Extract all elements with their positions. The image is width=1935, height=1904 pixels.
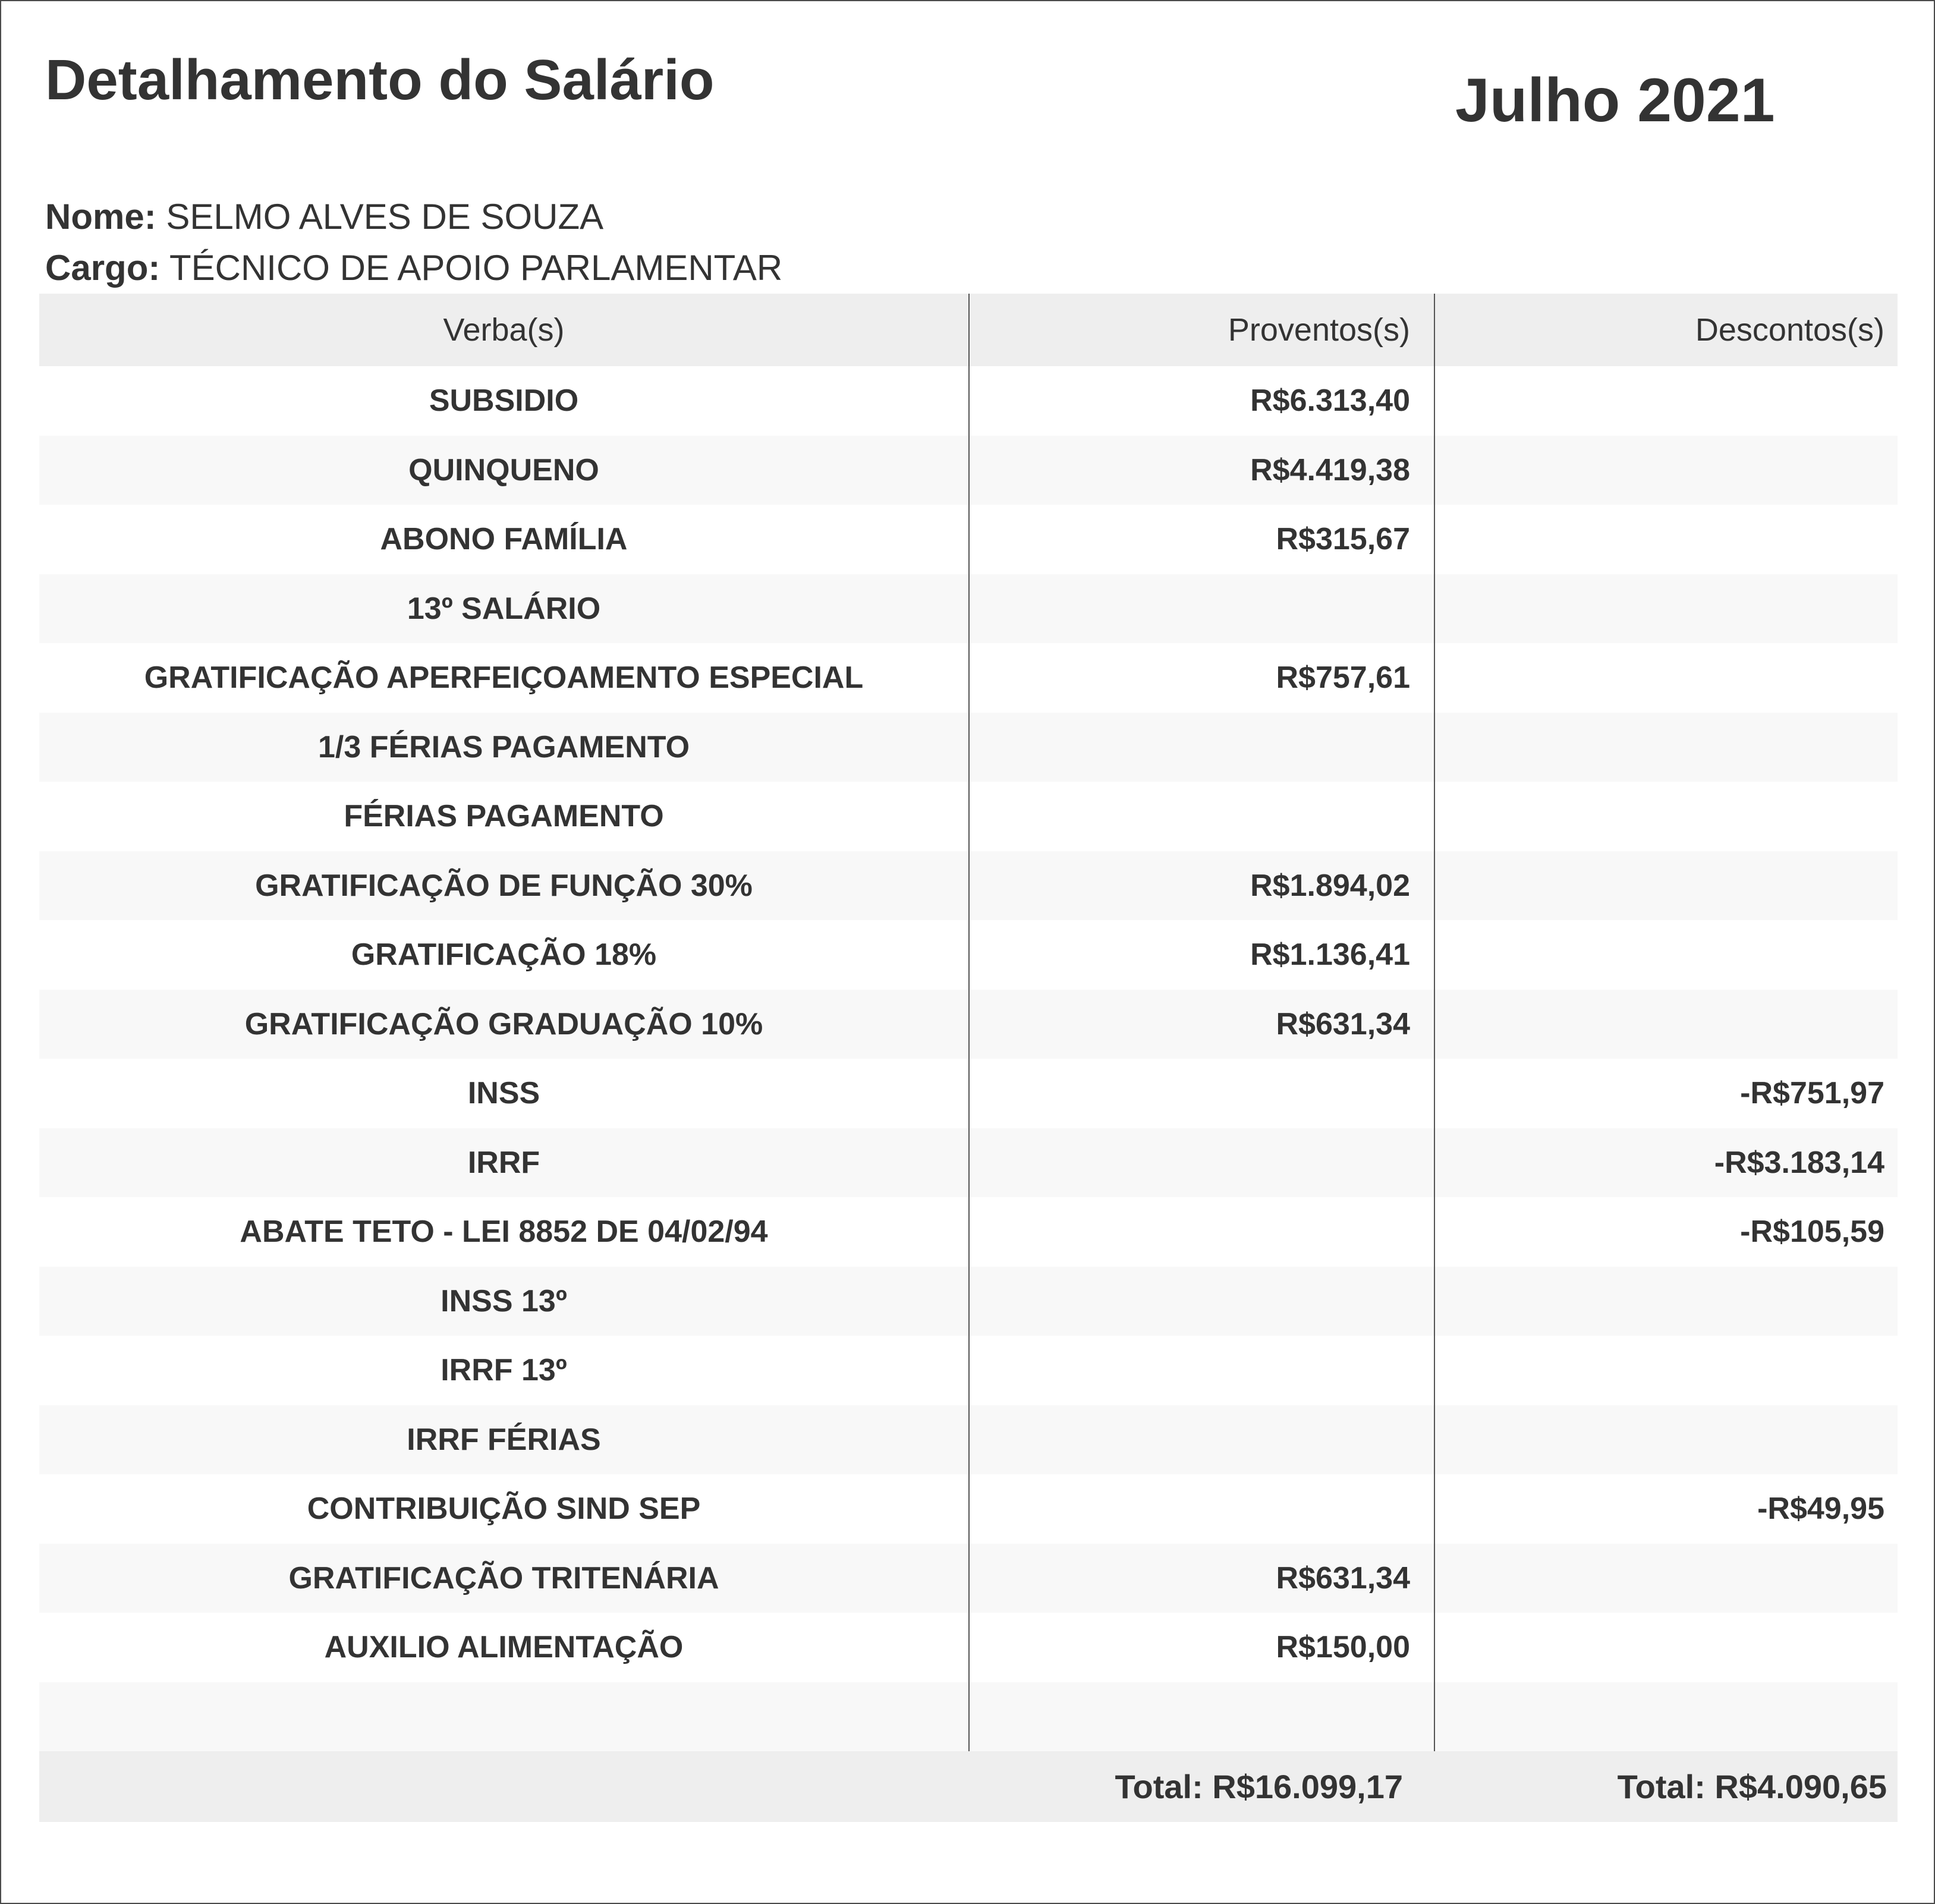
table-row: [39, 1336, 1898, 1405]
verba-cell: AUXILIO ALIMENTAÇÃO: [324, 1630, 684, 1665]
desconto-cell: [1434, 436, 1898, 505]
table-row: [39, 366, 1898, 436]
role-label: Cargo:: [45, 248, 161, 288]
desconto-cell: -R$3.183,14: [1434, 1128, 1898, 1198]
table-row: [39, 1544, 1898, 1613]
table-row: [39, 1267, 1898, 1336]
verba-cell: FÉRIAS PAGAMENTO: [344, 799, 664, 834]
desconto-cell: [1434, 505, 1898, 574]
verba-cell: INSS 13º: [441, 1283, 567, 1318]
provento-cell: [968, 1474, 1434, 1544]
verba-cell: CONTRIBUIÇÃO SIND SEP: [307, 1491, 701, 1527]
desconto-cell: [1434, 366, 1898, 436]
table-row: [39, 1613, 1898, 1682]
total-proventos: Total: R$16.099,17: [1115, 1768, 1403, 1805]
salary-table: [39, 294, 1898, 1822]
column-header-proventos: Proventos(s): [968, 294, 1434, 366]
desconto-cell: [1434, 643, 1898, 713]
desconto-cell: [1434, 1544, 1898, 1613]
column-header-verba: Verba(s): [443, 312, 565, 348]
desconto-cell: [1434, 782, 1898, 851]
verba-cell: SUBSIDIO: [429, 383, 579, 418]
desconto-cell: [1434, 1267, 1898, 1336]
desconto-cell: [1434, 920, 1898, 990]
verba-cell: GRATIFICAÇÃO GRADUAÇÃO 10%: [244, 1006, 763, 1041]
provento-cell: R$631,34: [968, 1544, 1434, 1613]
verba-cell: IRRF FÉRIAS: [407, 1422, 601, 1457]
verba-cell: ABATE TETO - LEI 8852 DE 04/02/94: [240, 1214, 768, 1250]
desconto-cell: [1434, 1682, 1898, 1752]
table-row: [39, 1128, 1898, 1198]
desconto-cell: [1434, 1613, 1898, 1682]
totals-row: [39, 1751, 1898, 1822]
provento-cell: R$757,61: [968, 643, 1434, 713]
provento-cell: [968, 782, 1434, 851]
provento-cell: [968, 574, 1434, 644]
table-row: [39, 851, 1898, 921]
total-descontos: Total: R$4.090,65: [1617, 1768, 1887, 1805]
column-header-descontos: Descontos(s): [1434, 294, 1898, 366]
table-row: [39, 1474, 1898, 1544]
provento-cell: R$150,00: [968, 1613, 1434, 1682]
verba-cell: GRATIFICAÇÃO APERFEIÇOAMENTO ESPECIAL: [144, 660, 864, 695]
provento-cell: R$631,34: [968, 990, 1434, 1059]
table-row: [39, 574, 1898, 644]
employee-name: SELMO ALVES DE SOUZA: [166, 197, 604, 237]
provento-cell: [968, 1682, 1434, 1752]
period-label: Julho 2021: [1455, 66, 1775, 135]
provento-cell: R$1.894,02: [968, 851, 1434, 921]
verba-cell: IRRF 13º: [441, 1353, 567, 1388]
provento-cell: [968, 1336, 1434, 1405]
table-row: [39, 920, 1898, 990]
provento-cell: [968, 1197, 1434, 1267]
desconto-cell: -R$105,59: [1434, 1197, 1898, 1267]
verba-cell: [39, 1682, 968, 1752]
name-label: Nome:: [45, 197, 156, 237]
desconto-cell: [1434, 574, 1898, 644]
provento-cell: [968, 1128, 1434, 1198]
verba-cell: GRATIFICAÇÃO TRITENÁRIA: [288, 1560, 719, 1595]
table-row: [39, 643, 1898, 713]
table-header: [39, 294, 1898, 366]
verba-cell: INSS: [467, 1076, 540, 1111]
desconto-cell: [1434, 713, 1898, 782]
provento-cell: R$4.419,38: [968, 436, 1434, 505]
table-row: [39, 1682, 1898, 1752]
table-row: [39, 1405, 1898, 1475]
table-row: [39, 1197, 1898, 1267]
table-row: [39, 436, 1898, 505]
verba-cell: GRATIFICAÇÃO DE FUNÇÃO 30%: [255, 868, 753, 903]
desconto-cell: [1434, 851, 1898, 921]
desconto-cell: [1434, 1405, 1898, 1475]
employee-role: TÉCNICO DE APOIO PARLAMENTAR: [169, 248, 783, 288]
verba-cell: 13º SALÁRIO: [407, 591, 601, 626]
provento-cell: R$6.313,40: [968, 366, 1434, 436]
table-row: [39, 782, 1898, 851]
page-title: Detalhamento do Salário: [45, 48, 715, 112]
table-row: [39, 1059, 1898, 1128]
verba-cell: QUINQUENO: [408, 452, 599, 487]
desconto-cell: -R$751,97: [1434, 1059, 1898, 1128]
provento-cell: [968, 713, 1434, 782]
employee-name-line: [45, 196, 603, 237]
verba-cell: ABONO FAMÍLIA: [380, 522, 628, 557]
desconto-cell: -R$49,95: [1434, 1474, 1898, 1544]
provento-cell: R$315,67: [968, 505, 1434, 574]
provento-cell: [968, 1059, 1434, 1128]
table-row: [39, 990, 1898, 1059]
employee-role-line: [45, 247, 782, 288]
table-row: [39, 505, 1898, 574]
provento-cell: [968, 1267, 1434, 1336]
desconto-cell: [1434, 1336, 1898, 1405]
verba-cell: IRRF: [467, 1145, 540, 1180]
table-row: [39, 713, 1898, 782]
desconto-cell: [1434, 990, 1898, 1059]
verba-cell: 1/3 FÉRIAS PAGAMENTO: [317, 729, 690, 764]
provento-cell: R$1.136,41: [968, 920, 1434, 990]
provento-cell: [968, 1405, 1434, 1475]
verba-cell: GRATIFICAÇÃO 18%: [351, 937, 657, 973]
totals-spacer: [39, 1751, 968, 1822]
